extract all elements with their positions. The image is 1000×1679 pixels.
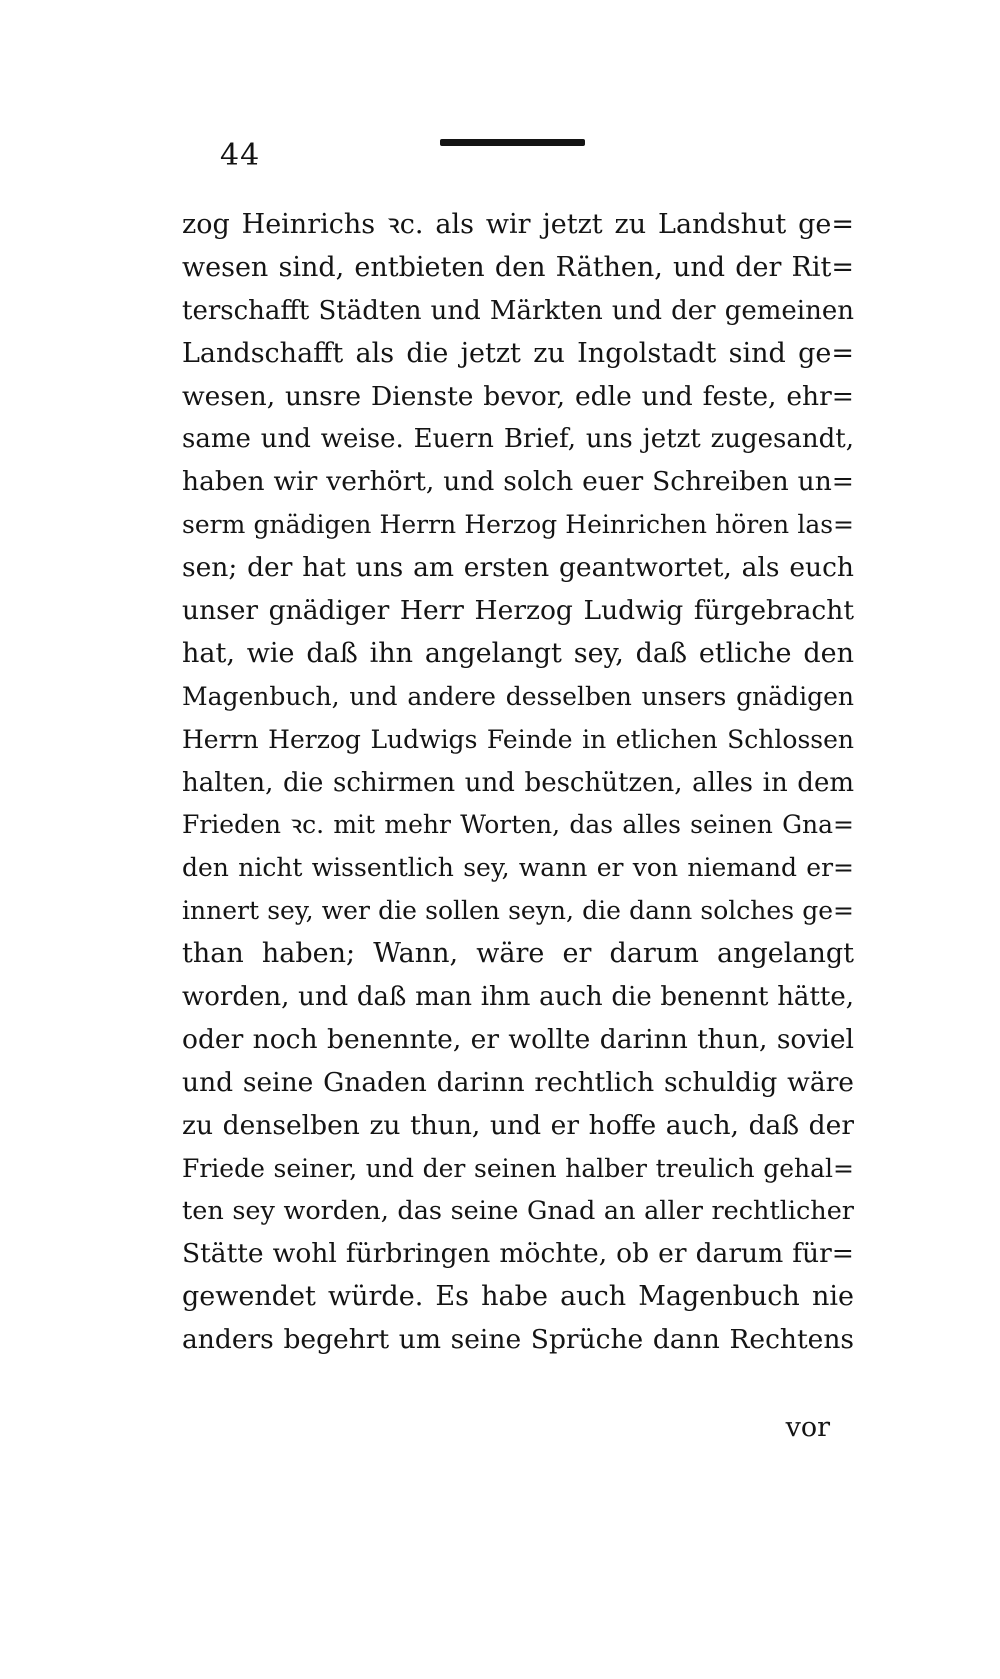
text-line: halten, die schirmen und beschützen, alles in dem (182, 767, 854, 798)
text-line: worden, und daß man ihm auch die benennt hätte, (182, 982, 854, 1013)
header-rule (440, 139, 585, 146)
text-line: Magenbuch, und andere desselben unsers gnädigen (182, 681, 854, 711)
catchword: vor (785, 1412, 830, 1443)
text-line: zu denselben zu thun, und er hoffe auch, daß der (182, 1109, 854, 1141)
text-line: sen; der hat uns am ersten geantwortet, als euch (182, 552, 854, 584)
text-line: Herrn Herzog Ludwigs Feinde in etlichen Schlossen (182, 724, 854, 754)
text-line: wesen sind, entbieten den Räthen, und der Rit= (182, 251, 854, 283)
text-line: terschafft Städten und Märkten und der gemeinen (182, 295, 854, 326)
text-line: zog Heinrichs ꝛc. als wir jetzt zu Landshut ge= (182, 209, 854, 240)
text-line: innert sey, wer die sollen seyn, die dann solches ge= (182, 896, 854, 926)
text-line: serm gnädigen Herrn Herzog Heinrichen hören las= (182, 510, 854, 540)
text-line: Frieden ꝛc. mit mehr Worten, das alles seinen Gna= (182, 810, 854, 840)
text-line: than haben; Wann, wäre er darum angelangt (182, 938, 854, 970)
page-number: 44 (220, 138, 261, 173)
text-line: unser gnädiger Herr Herzog Ludwig fürgebracht (182, 595, 854, 627)
text-line: den nicht wissentlich sey, wann er von niemand er= (182, 853, 854, 883)
text-line: gewendet würde. Es habe auch Magenbuch nie (182, 1281, 854, 1313)
text-line: haben wir verhört, und solch euer Schreiben un= (182, 466, 854, 498)
body-text (182, 204, 854, 1362)
text-line: hat, wie daß ihn angelangt sey, daß etliche den (182, 637, 854, 669)
text-line: wesen, unsre Dienste bevor, edle und feste, ehr= (182, 380, 854, 412)
text-line: Friede seiner, und der seinen halber treulich gehal= (182, 1153, 854, 1183)
text-line: same und weise. Euern Brief, uns jetzt zugesandt, (182, 424, 854, 455)
text-line: Landschafft als die jetzt zu Ingolstadt sind ge= (182, 337, 854, 369)
text-line: und seine Gnaden darinn rechtlich schuldig wäre (182, 1066, 854, 1098)
text-line: oder noch benennte, er wollte darinn thun, soviel (182, 1023, 854, 1055)
text-line: anders begehrt um seine Sprüche dann Rechtens (182, 1324, 854, 1356)
text-line: Stätte wohl fürbringen möchte, ob er darum für= (182, 1238, 854, 1270)
text-line: ten sey worden, das seine Gnad an aller rechtlicher (182, 1196, 854, 1227)
